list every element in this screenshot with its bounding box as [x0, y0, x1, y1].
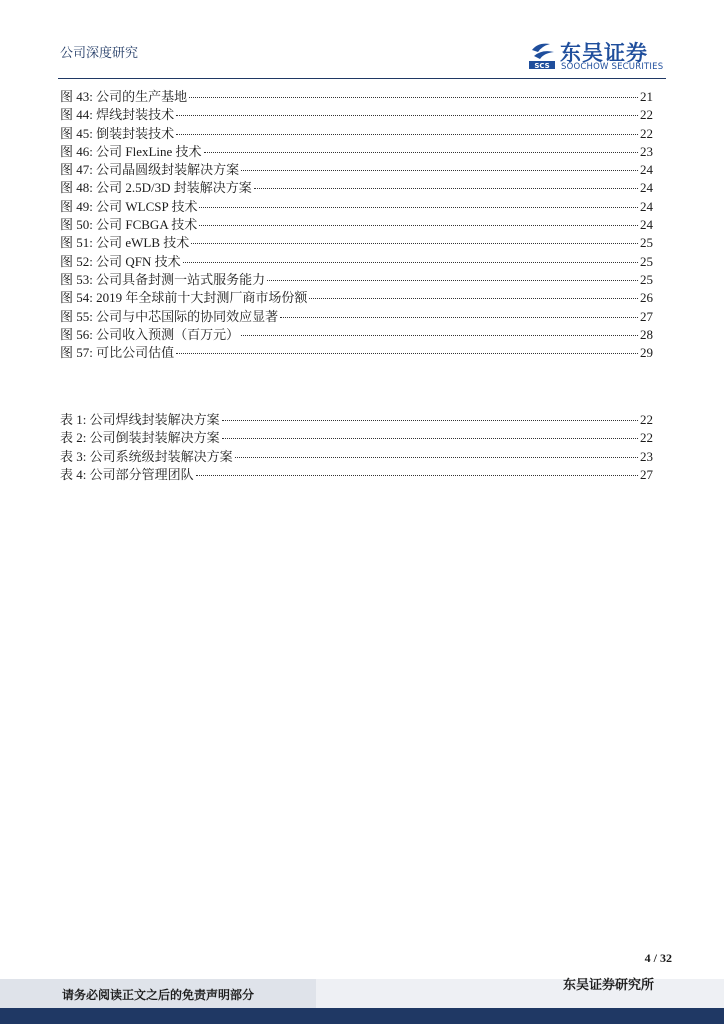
leader-dots: [183, 262, 638, 263]
toc-entry[interactable]: [60, 427, 653, 445]
toc-entry[interactable]: [60, 196, 653, 214]
toc-entry[interactable]: [60, 214, 653, 232]
toc-entry-label: 图 46: 公司 FlexLine 技术: [60, 143, 202, 159]
leader-dots: [196, 475, 638, 476]
toc-entry-page: 23: [640, 448, 653, 464]
leader-dots: [204, 152, 638, 153]
toc-entry[interactable]: [60, 159, 653, 177]
toc-entry[interactable]: [60, 269, 653, 287]
toc-entry-label: 图 52: 公司 QFN 技术: [60, 253, 181, 269]
brand-name-en: SOOCHOW SECURITIES: [561, 62, 664, 72]
toc-entry-label: 表 4: 公司部分管理团队: [60, 466, 194, 482]
leader-dots: [254, 188, 638, 189]
footer-bar: [0, 1008, 724, 1024]
toc-entry[interactable]: [60, 342, 653, 360]
toc-entry-label: 表 3: 公司系统级封装解决方案: [60, 448, 233, 464]
toc-entry-page: 23: [640, 143, 653, 159]
toc-entry-page: 25: [640, 271, 653, 287]
brand-logo: [528, 40, 674, 74]
figure-list: [60, 86, 653, 360]
leader-dots: [241, 170, 638, 171]
toc-entry-page: 26: [640, 290, 653, 306]
toc-entry-label: 图 49: 公司 WLCSP 技术: [60, 198, 198, 214]
leader-dots: [189, 97, 638, 98]
toc-entry[interactable]: [60, 324, 653, 342]
logo-mark-text: SCS: [534, 62, 550, 70]
toc-entry-page: 22: [640, 430, 653, 446]
toc-entry[interactable]: [60, 306, 653, 324]
disclaimer-text: 请务必阅读正文之后的免责声明部分: [62, 988, 255, 1002]
toc-entry-label: 表 1: 公司焊线封装解决方案: [60, 412, 220, 427]
leader-dots: [222, 420, 638, 421]
toc-entry-label: 图 56: 公司收入预测（百万元）: [60, 326, 240, 342]
institute-name: 东吴证券研究所: [562, 978, 654, 993]
toc-entry[interactable]: [60, 86, 653, 104]
toc-entry[interactable]: [60, 232, 653, 250]
toc-entry-page: 27: [640, 466, 653, 482]
toc-entry-page: 25: [640, 235, 653, 251]
leader-dots: [241, 335, 638, 336]
toc-entry-label: 图 48: 公司 2.5D/3D 封装解决方案: [60, 180, 252, 196]
toc-entry[interactable]: [60, 287, 653, 305]
toc-entry-page: 25: [640, 253, 653, 269]
toc-entry-page: 29: [640, 345, 653, 361]
table-list: [60, 409, 653, 482]
toc-entry-label: 表 2: 公司倒装封装解决方案: [60, 430, 220, 446]
toc-entry[interactable]: [60, 409, 653, 427]
toc-entry-page: 24: [640, 162, 653, 178]
toc-entry-page: 22: [640, 125, 653, 141]
toc-entry-page: 21: [640, 89, 653, 104]
toc-entry-label: 图 47: 公司晶圆级封装解决方案: [60, 162, 240, 178]
toc-entry-label: 图 51: 公司 eWLB 技术: [60, 235, 190, 251]
leader-dots: [267, 280, 638, 281]
leader-dots: [235, 457, 638, 458]
toc-entry[interactable]: [60, 446, 653, 464]
toc-entry[interactable]: [60, 251, 653, 269]
toc-entry[interactable]: [60, 464, 653, 482]
toc-entry-label: 图 57: 可比公司估值: [60, 345, 175, 361]
toc-entry-page: 22: [640, 107, 653, 123]
header-divider: [58, 78, 666, 79]
leader-dots: [176, 353, 638, 354]
toc-entry-page: 24: [640, 198, 653, 214]
page-number: 4 / 32: [644, 951, 672, 965]
toc-entry-page: 28: [640, 326, 653, 342]
toc-entry-page: 24: [640, 217, 653, 233]
toc-entry[interactable]: [60, 141, 653, 159]
leader-dots: [176, 115, 638, 116]
leader-dots: [199, 207, 638, 208]
toc-entry[interactable]: [60, 123, 653, 141]
brand-name-cn: 东吴证券: [560, 41, 648, 65]
report-category: 公司深度研究: [60, 46, 139, 61]
toc-entry-label: 图 55: 公司与中芯国际的协同效应显著: [60, 308, 279, 324]
leader-dots: [191, 243, 638, 244]
toc-entry-label: 图 45: 倒装封装技术: [60, 125, 175, 141]
toc-entry-label: 图 54: 2019 年全球前十大封测厂商市场份额: [60, 290, 308, 306]
soochow-logo-icon: [528, 40, 556, 70]
toc-entry-label: 图 53: 公司具备封测一站式服务能力: [60, 271, 266, 287]
toc-entry[interactable]: [60, 104, 653, 122]
toc-entry[interactable]: [60, 177, 653, 195]
toc-entry-page: 24: [640, 180, 653, 196]
toc-entry-label: 图 43: 公司的生产基地: [60, 89, 188, 104]
leader-dots: [280, 317, 638, 318]
leader-dots: [199, 225, 638, 226]
leader-dots: [222, 438, 638, 439]
leader-dots: [176, 134, 638, 135]
toc-entry-page: 22: [640, 412, 653, 427]
toc-entry-page: 27: [640, 308, 653, 324]
toc-entry-label: 图 44: 焊线封装技术: [60, 107, 175, 123]
toc-entry-label: 图 50: 公司 FCBGA 技术: [60, 217, 198, 233]
leader-dots: [309, 298, 638, 299]
